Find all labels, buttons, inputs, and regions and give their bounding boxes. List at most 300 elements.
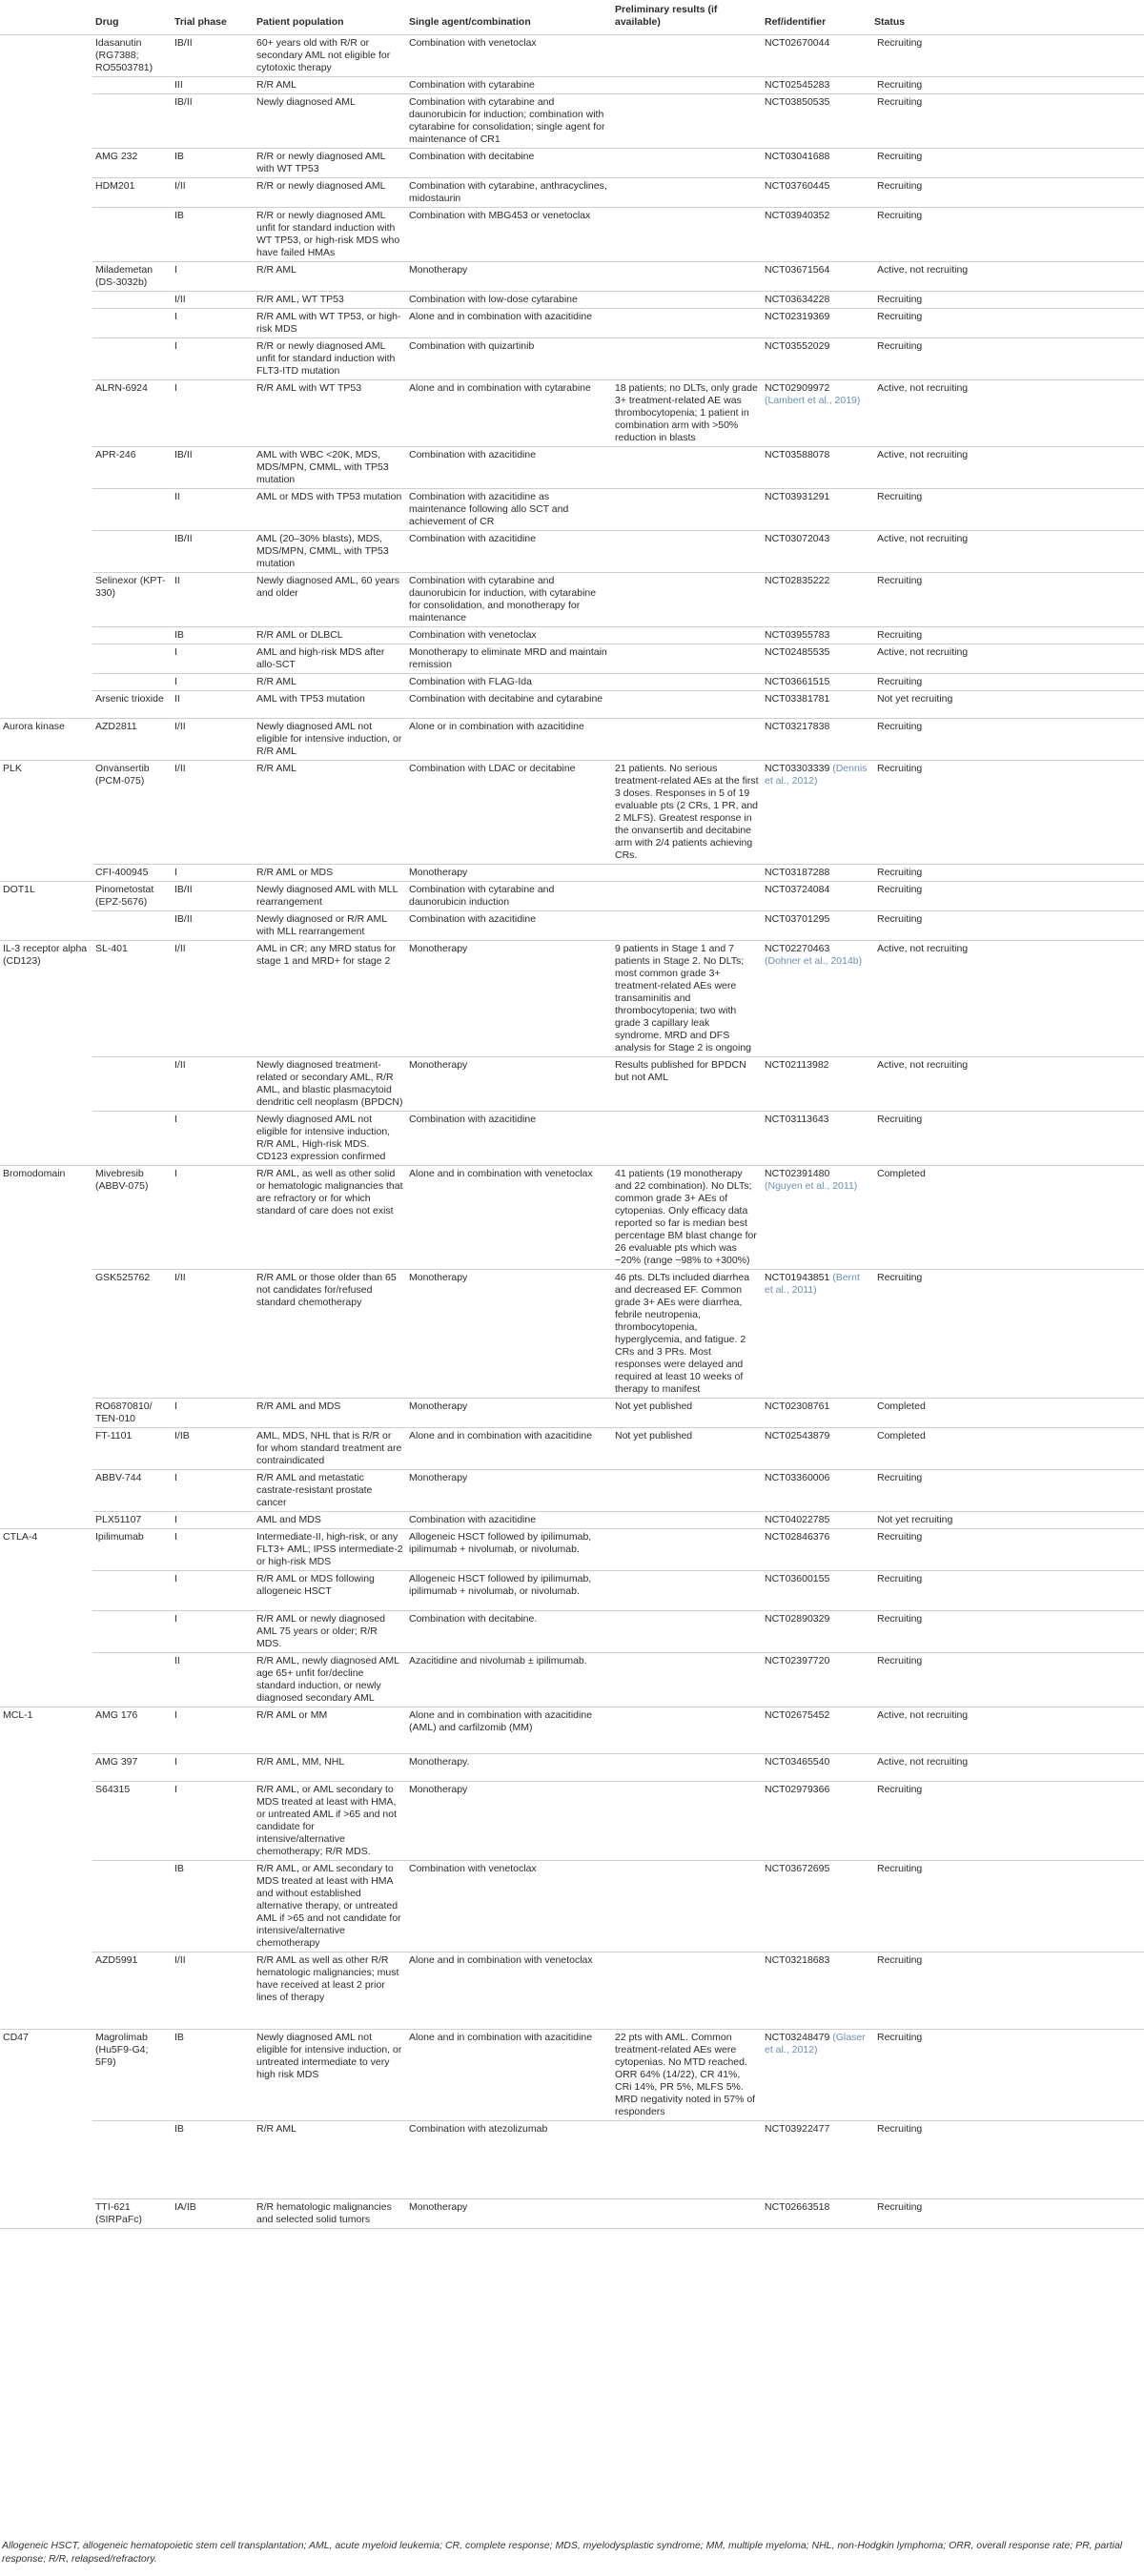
cell-phase: IB/II	[172, 882, 254, 911]
cell-population: R/R AML	[254, 761, 406, 865]
trial-identifier: NCT02270463	[765, 943, 830, 954]
table-row	[0, 1707, 1144, 1754]
cell-agent: Combination with MBG453 or venetoclax	[406, 208, 612, 262]
cell-status: Recruiting	[871, 1571, 1144, 1611]
cell-drug: Arsenic trioxide	[92, 691, 172, 719]
table-row	[0, 882, 1144, 911]
header-status: Status	[871, 0, 1144, 35]
cell-phase: I/II	[172, 761, 254, 865]
cell-status: Active, not recruiting	[871, 1707, 1144, 1754]
cell-population: R/R or newly diagnosed AML	[254, 178, 406, 208]
citation-link[interactable]: (Bernt et al., 2011)	[765, 1272, 860, 1296]
cell-results	[612, 2121, 762, 2199]
cell-ref	[762, 1707, 871, 1754]
cell-phase: I	[172, 1166, 254, 1270]
cell-agent: Combination with decitabine	[406, 149, 612, 178]
cell-drug: S64315	[92, 1782, 172, 1861]
cell-status: Recruiting	[871, 1529, 1144, 1571]
trial-identifier: NCT03671564	[765, 264, 830, 276]
cell-results	[612, 1470, 762, 1512]
table-row	[0, 2199, 1144, 2229]
cell-drug	[92, 1861, 172, 1952]
cell-agent: Combination with azacitidine	[406, 447, 612, 489]
cell-drug: GSK525762	[92, 1270, 172, 1399]
cell-target	[0, 380, 92, 447]
trial-identifier: NCT02308761	[765, 1400, 830, 1412]
cell-agent: Alone and in combination with azacitidine	[406, 1428, 612, 1470]
cell-phase: I	[172, 1611, 254, 1653]
trial-identifier: NCT02979366	[765, 1784, 830, 1795]
cell-results	[612, 262, 762, 292]
cell-status: Recruiting	[871, 719, 1144, 761]
cell-status: Recruiting	[871, 1470, 1144, 1512]
table-row	[0, 309, 1144, 338]
cell-ref	[762, 380, 871, 447]
trial-identifier: NCT03940352	[765, 210, 830, 221]
cell-status: Recruiting	[871, 761, 1144, 865]
cell-phase: II	[172, 1653, 254, 1707]
cell-status: Recruiting	[871, 149, 1144, 178]
cell-ref	[762, 1399, 871, 1428]
cell-status: Active, not recruiting	[871, 262, 1144, 292]
cell-ref	[762, 719, 871, 761]
cell-status: Recruiting	[871, 2030, 1144, 2121]
cell-status: Recruiting	[871, 882, 1144, 911]
cell-target	[0, 1952, 92, 2030]
cell-drug: AMG 397	[92, 1754, 172, 1782]
cell-results: 9 patients in Stage 1 and 7 patients in Stage 2. No DLTs; most common grade 3+ treatment-related AEs were transaminitis and thrombocytopenia; two with grade 3 capillary leak syndrome. MRD and DFS analysis for Stage 2 is ongoing	[612, 941, 762, 1057]
cell-ref	[762, 531, 871, 573]
cell-drug: AZD5991	[92, 1952, 172, 2030]
cell-population: R/R AML or those older than 65 not candidates for/refused standard chemotherapy	[254, 1270, 406, 1399]
table-row	[0, 719, 1144, 761]
cell-population: AML or MDS with TP53 mutation	[254, 489, 406, 531]
cell-drug	[92, 1653, 172, 1707]
cell-ref	[762, 178, 871, 208]
cell-agent: Azacitidine and nivolumab ± ipilimumab.	[406, 1653, 612, 1707]
cell-agent: Combination with decitabine and cytarabine	[406, 691, 612, 719]
cell-results	[612, 292, 762, 309]
cell-population: R/R AML, MM, NHL	[254, 1754, 406, 1782]
cell-ref	[762, 2199, 871, 2229]
table-row	[0, 94, 1144, 149]
cell-drug: Onvansertib (PCM-075)	[92, 761, 172, 865]
cell-target	[0, 309, 92, 338]
cell-results	[612, 882, 762, 911]
cell-population: AML in CR; any MRD status for stage 1 and MRD+ for stage 2	[254, 941, 406, 1057]
cell-population: Newly diagnosed treatment-related or secondary AML, R/R AML, and blastic plasmacytoid dendritic cell neoplasm (BPDCN)	[254, 1057, 406, 1112]
cell-phase: I/II	[172, 1952, 254, 2030]
cell-population: AML (20–30% blasts), MDS, MDS/MPN, CMML, with TP53 mutation	[254, 531, 406, 573]
table-row	[0, 292, 1144, 309]
cell-drug: APR-246	[92, 447, 172, 489]
cell-agent: Combination with cytarabine and daunorubicin for induction; combination with cytarabine for consolidation; single agent for maintenance of CR1	[406, 94, 612, 149]
trial-identifier: NCT02670044	[765, 37, 830, 49]
cell-drug: Milademetan (DS-3032b)	[92, 262, 172, 292]
cell-ref	[762, 573, 871, 627]
cell-drug: Pinometostat (EPZ-5676)	[92, 882, 172, 911]
trial-identifier: NCT03724084	[765, 884, 830, 895]
cell-agent: Monotherapy	[406, 1399, 612, 1428]
cell-drug: Selinexor (KPT-330)	[92, 573, 172, 627]
cell-target	[0, 292, 92, 309]
cell-results: Results published for BPDCN but not AML	[612, 1057, 762, 1112]
cell-status: Recruiting	[871, 627, 1144, 644]
cell-status: Active, not recruiting	[871, 1754, 1144, 1782]
trial-identifier: NCT03672695	[765, 1863, 830, 1874]
cell-population: AML and high-risk MDS after allo-SCT	[254, 644, 406, 674]
cell-ref	[762, 1653, 871, 1707]
cell-status: Not yet recruiting	[871, 691, 1144, 719]
table-row	[0, 1611, 1144, 1653]
citation-link[interactable]: (Dohner et al., 2014b)	[765, 955, 863, 967]
cell-target	[0, 1399, 92, 1428]
header-single-agent-combination: Single agent/combination	[406, 0, 612, 35]
cell-agent: Monotherapy	[406, 262, 612, 292]
table-row	[0, 573, 1144, 627]
cell-drug	[92, 674, 172, 691]
cell-population: Newly diagnosed or R/R AML with MLL rearrangement	[254, 911, 406, 941]
cell-agent: Combination with venetoclax	[406, 1861, 612, 1952]
cell-status: Recruiting	[871, 865, 1144, 882]
cell-status: Recruiting	[871, 1270, 1144, 1399]
cell-population: R/R AML, or AML secondary to MDS treated at least with HMA and without established alternative therapy, or untreated AML if >65 and not candidate for intensive/alternative chemotherapy	[254, 1861, 406, 1952]
table-row	[0, 489, 1144, 531]
table-row	[0, 178, 1144, 208]
cell-ref	[762, 447, 871, 489]
cell-agent: Combination with cytarabine and daunorubicin for induction, with cytarabine for consolidation, and monotherapy for maintenance	[406, 573, 612, 627]
cell-ref	[762, 1112, 871, 1166]
cell-target: IL-3 receptor alpha (CD123)	[0, 941, 92, 1057]
cell-results	[612, 149, 762, 178]
cell-drug	[92, 94, 172, 149]
trial-identifier: NCT03072043	[765, 533, 830, 544]
cell-population: R/R AML	[254, 674, 406, 691]
cell-target	[0, 35, 92, 77]
cell-population: R/R AML	[254, 262, 406, 292]
table-row	[0, 447, 1144, 489]
trial-identifier: NCT02113982	[765, 1059, 829, 1071]
cell-status: Recruiting	[871, 1782, 1144, 1861]
table-row	[0, 1470, 1144, 1512]
cell-results	[612, 911, 762, 941]
cell-ref	[762, 911, 871, 941]
cell-population: R/R AML or MDS	[254, 865, 406, 882]
cell-phase: I/II	[172, 941, 254, 1057]
cell-status: Recruiting	[871, 1112, 1144, 1166]
cell-population: Newly diagnosed AML	[254, 94, 406, 149]
cell-results	[612, 2199, 762, 2229]
header-trial-phase: Trial phase	[172, 0, 254, 35]
cell-phase: I/II	[172, 178, 254, 208]
cell-ref	[762, 1571, 871, 1611]
cell-agent: Combination with azacitidine	[406, 1112, 612, 1166]
cell-results	[612, 719, 762, 761]
cell-target: Aurora kinase	[0, 719, 92, 761]
cell-phase: IB/II	[172, 94, 254, 149]
cell-results	[612, 627, 762, 644]
cell-drug: Magrolimab (Hu5F9-G4; 5F9)	[92, 2030, 172, 2121]
cell-status: Recruiting	[871, 208, 1144, 262]
cell-target	[0, 178, 92, 208]
cell-target	[0, 1057, 92, 1112]
header-ref-identifier: Ref/identifier	[762, 0, 871, 35]
cell-population: R/R AML, newly diagnosed AML age 65+ unfit for/decline standard induction, or newly diagnosed secondary AML	[254, 1653, 406, 1707]
cell-phase: II	[172, 489, 254, 531]
trial-identifier: NCT03381781	[765, 693, 830, 705]
cell-population: Intermediate-II, high-risk, or any FLT3+ AML; IPSS intermediate-2 or high-risk MDS	[254, 1529, 406, 1571]
trial-identifier: NCT02485535	[765, 646, 830, 658]
cell-results	[612, 1529, 762, 1571]
cell-ref	[762, 262, 871, 292]
cell-status: Active, not recruiting	[871, 941, 1144, 1057]
trial-identifier: NCT02391480	[765, 1168, 830, 1179]
cell-status: Recruiting	[871, 489, 1144, 531]
cell-population: Newly diagnosed AML not eligible for intensive induction, or untreated intermediate to very high risk MDS	[254, 2030, 406, 2121]
table-row	[0, 1861, 1144, 1952]
cell-ref	[762, 1782, 871, 1861]
cell-agent: Monotherapy to eliminate MRD and maintain remission	[406, 644, 612, 674]
cell-results: 21 patients. No serious treatment-related AEs at the first 3 doses. Responses in 5 of 19 evaluable pts (2 CRs, 1 PR, and 2 MLFS). Greatest response in the onvansertib and decitabine arm with 2/4 patients achieving CRs.	[612, 761, 762, 865]
cell-status: Recruiting	[871, 77, 1144, 94]
cell-target	[0, 149, 92, 178]
cell-ref	[762, 338, 871, 380]
trial-identifier: NCT03465540	[765, 1756, 830, 1768]
trial-identifier: NCT02846376	[765, 1531, 830, 1543]
cell-status: Recruiting	[871, 911, 1144, 941]
cell-agent: Combination with venetoclax	[406, 35, 612, 77]
trial-identifier: NCT03922477	[765, 2123, 830, 2135]
cell-agent: Monotherapy	[406, 1470, 612, 1512]
cell-status: Recruiting	[871, 309, 1144, 338]
cell-status: Recruiting	[871, 1861, 1144, 1952]
table-row	[0, 1952, 1144, 2030]
cell-population: R/R AML or DLBCL	[254, 627, 406, 644]
cell-ref	[762, 691, 871, 719]
cell-results	[612, 1952, 762, 2030]
table-row	[0, 691, 1144, 719]
cell-population: AML with WBC <20K, MDS, MDS/MPN, CMML, with TP53 mutation	[254, 447, 406, 489]
table-row	[0, 1112, 1144, 1166]
cell-ref	[762, 1952, 871, 2030]
trial-identifier: NCT02675452	[765, 1709, 830, 1721]
cell-target	[0, 531, 92, 573]
cell-drug	[92, 1112, 172, 1166]
cell-agent: Alone and in combination with azacitidine	[406, 309, 612, 338]
table-row	[0, 941, 1144, 1057]
cell-target	[0, 691, 92, 719]
trial-identifier: NCT04022785	[765, 1514, 830, 1525]
cell-population: R/R or newly diagnosed AML unfit for standard induction with FLT3-ITD mutation	[254, 338, 406, 380]
cell-results: 46 pts. DLTs included diarrhea and decreased EF. Common grade 3+ AEs were diarrhea, febrile neutropenia, thrombocytopenia, hyperglycemia, and fatigue. 2 CRs and 3 PRs. Most responses were delayed and required at least 10 weeks of therapy to manifest	[612, 1270, 762, 1399]
cell-results	[612, 338, 762, 380]
cell-agent: Alone and in combination with cytarabine	[406, 380, 612, 447]
table-row	[0, 1653, 1144, 1707]
cell-drug: AMG 176	[92, 1707, 172, 1754]
cell-agent: Combination with azacitidine as maintenance following allo SCT and achievement of CR	[406, 489, 612, 531]
cell-results	[612, 865, 762, 882]
cell-phase: I	[172, 1112, 254, 1166]
cell-results	[612, 208, 762, 262]
citation-link[interactable]: (Lambert et al., 2019)	[765, 395, 861, 406]
cell-results	[612, 77, 762, 94]
trial-identifier: NCT03303339	[765, 763, 830, 774]
cell-ref	[762, 489, 871, 531]
cell-results	[612, 691, 762, 719]
cell-results	[612, 1571, 762, 1611]
cell-population: R/R AML and metastatic castrate-resistant prostate cancer	[254, 1470, 406, 1512]
cell-results	[612, 1754, 762, 1782]
cell-population: R/R or newly diagnosed AML unfit for standard induction with WT TP53, or high-risk MDS who have failed HMAs	[254, 208, 406, 262]
trial-identifier: NCT03634228	[765, 294, 830, 305]
cell-status: Active, not recruiting	[871, 1057, 1144, 1112]
cell-results	[612, 1512, 762, 1529]
cell-results	[612, 94, 762, 149]
cell-target: PLK	[0, 761, 92, 865]
cell-phase: II	[172, 691, 254, 719]
cell-phase: IB/II	[172, 531, 254, 573]
cell-population: Newly diagnosed AML not eligible for intensive induction, R/R AML, High-risk MDS. CD123 expression confirmed	[254, 1112, 406, 1166]
cell-status: Recruiting	[871, 178, 1144, 208]
cell-ref	[762, 2030, 871, 2121]
citation-link[interactable]: (Dennis et al., 2012)	[765, 763, 868, 787]
table-header-row	[0, 0, 1144, 35]
cell-target: DOT1L	[0, 882, 92, 911]
cell-ref	[762, 309, 871, 338]
cell-phase: I	[172, 380, 254, 447]
cell-status: Active, not recruiting	[871, 447, 1144, 489]
cell-population: AML and MDS	[254, 1512, 406, 1529]
cell-results	[612, 1653, 762, 1707]
cell-results	[612, 1112, 762, 1166]
table-row	[0, 1529, 1144, 1571]
cell-ref	[762, 1611, 871, 1653]
trial-identifier: NCT03360006	[765, 1472, 830, 1483]
trial-identifier: NCT02890329	[765, 1613, 830, 1625]
cell-agent: Combination with cytarabine, anthracyclines, midostaurin	[406, 178, 612, 208]
cell-ref	[762, 77, 871, 94]
trial-identifier: NCT03588078	[765, 449, 830, 460]
trial-identifier: NCT02545283	[765, 79, 830, 91]
cell-agent: Combination with cytarabine	[406, 77, 612, 94]
cell-phase: III	[172, 77, 254, 94]
trial-identifier: NCT03552029	[765, 340, 830, 352]
cell-target	[0, 865, 92, 882]
cell-agent: Alone and in combination with azacitidine (AML) and carfilzomib (MM)	[406, 1707, 612, 1754]
trial-identifier: NCT02835222	[765, 575, 830, 586]
cell-target: CD47	[0, 2030, 92, 2121]
cell-target	[0, 94, 92, 149]
cell-target: Bromodomain	[0, 1166, 92, 1270]
cell-results	[612, 1782, 762, 1861]
table-row	[0, 761, 1144, 865]
cell-ref	[762, 674, 871, 691]
cell-status: Recruiting	[871, 2199, 1144, 2229]
cell-ref	[762, 1470, 871, 1512]
trial-identifier: NCT02909972	[765, 382, 830, 394]
cell-drug: FT-1101	[92, 1428, 172, 1470]
cell-results	[612, 674, 762, 691]
cell-ref	[762, 208, 871, 262]
cell-population: R/R AML or MDS following allogeneic HSCT	[254, 1571, 406, 1611]
header-preliminary-results: Preliminary results (if available)	[612, 0, 762, 35]
header-patient-population: Patient population	[254, 0, 406, 35]
cell-drug	[92, 208, 172, 262]
cell-status: Recruiting	[871, 1952, 1144, 2030]
cell-drug	[92, 644, 172, 674]
cell-target	[0, 1428, 92, 1470]
cell-phase: I	[172, 865, 254, 882]
cell-drug: PLX51107	[92, 1512, 172, 1529]
table-row	[0, 1399, 1144, 1428]
cell-phase: I/II	[172, 292, 254, 309]
cell-target	[0, 674, 92, 691]
trial-identifier: NCT03760445	[765, 180, 830, 192]
cell-agent: Alone and in combination with venetoclax	[406, 1952, 612, 2030]
trial-identifier: NCT03850535	[765, 96, 830, 108]
cell-drug: AZD2811	[92, 719, 172, 761]
table-row	[0, 627, 1144, 644]
table-row	[0, 865, 1144, 882]
cell-drug	[92, 2121, 172, 2199]
cell-results: Not yet published	[612, 1428, 762, 1470]
cell-ref	[762, 94, 871, 149]
cell-drug	[92, 1611, 172, 1653]
cell-phase: I/II	[172, 719, 254, 761]
cell-agent: Combination with quizartinib	[406, 338, 612, 380]
cell-population: R/R AML or MM	[254, 1707, 406, 1754]
trial-identifier: NCT03955783	[765, 629, 830, 641]
cell-population: R/R AML with WT TP53	[254, 380, 406, 447]
trial-identifier: NCT01943851	[765, 1272, 830, 1283]
citation-link[interactable]: (Nguyen et al., 2011)	[765, 1180, 858, 1192]
cell-population: R/R AML or newly diagnosed AML 75 years or older; R/R MDS.	[254, 1611, 406, 1653]
cell-target	[0, 1270, 92, 1399]
cell-results	[612, 644, 762, 674]
cell-results: 41 patients (19 monotherapy and 22 combination). No DLTs; common grade 3+ AEs of cytopenias. Only efficacy data reported so far is median best percentage BM blast change for 26 evaluable pts which was −20% (range −98% to +300%)	[612, 1166, 762, 1270]
cell-phase: I	[172, 262, 254, 292]
cell-status: Recruiting	[871, 35, 1144, 77]
cell-target	[0, 2121, 92, 2199]
cell-status: Completed	[871, 1399, 1144, 1428]
cell-ref	[762, 292, 871, 309]
table-row	[0, 2121, 1144, 2199]
cell-drug	[92, 531, 172, 573]
cell-phase: I	[172, 1470, 254, 1512]
cell-agent: Combination with atezolizumab	[406, 2121, 612, 2199]
cell-ref	[762, 1057, 871, 1112]
table-row	[0, 1512, 1144, 1529]
cell-status: Active, not recruiting	[871, 644, 1144, 674]
trial-identifier: NCT03661515	[765, 676, 830, 687]
trial-identifier: NCT03217838	[765, 721, 830, 732]
cell-results	[612, 1611, 762, 1653]
trial-identifier: NCT03931291	[765, 491, 830, 502]
trial-identifier: NCT03248479	[765, 2032, 830, 2043]
table-row	[0, 1782, 1144, 1861]
table-row	[0, 1428, 1144, 1470]
cell-phase: IB/II	[172, 911, 254, 941]
cell-target	[0, 911, 92, 941]
cell-phase: IA/IB	[172, 2199, 254, 2229]
cell-ref	[762, 882, 871, 911]
cell-agent: Monotherapy	[406, 1270, 612, 1399]
header-target	[0, 0, 92, 35]
table-row	[0, 338, 1144, 380]
cell-status: Recruiting	[871, 292, 1144, 309]
citation-link[interactable]: (Glaser et al., 2012)	[765, 2032, 866, 2055]
cell-results	[612, 531, 762, 573]
